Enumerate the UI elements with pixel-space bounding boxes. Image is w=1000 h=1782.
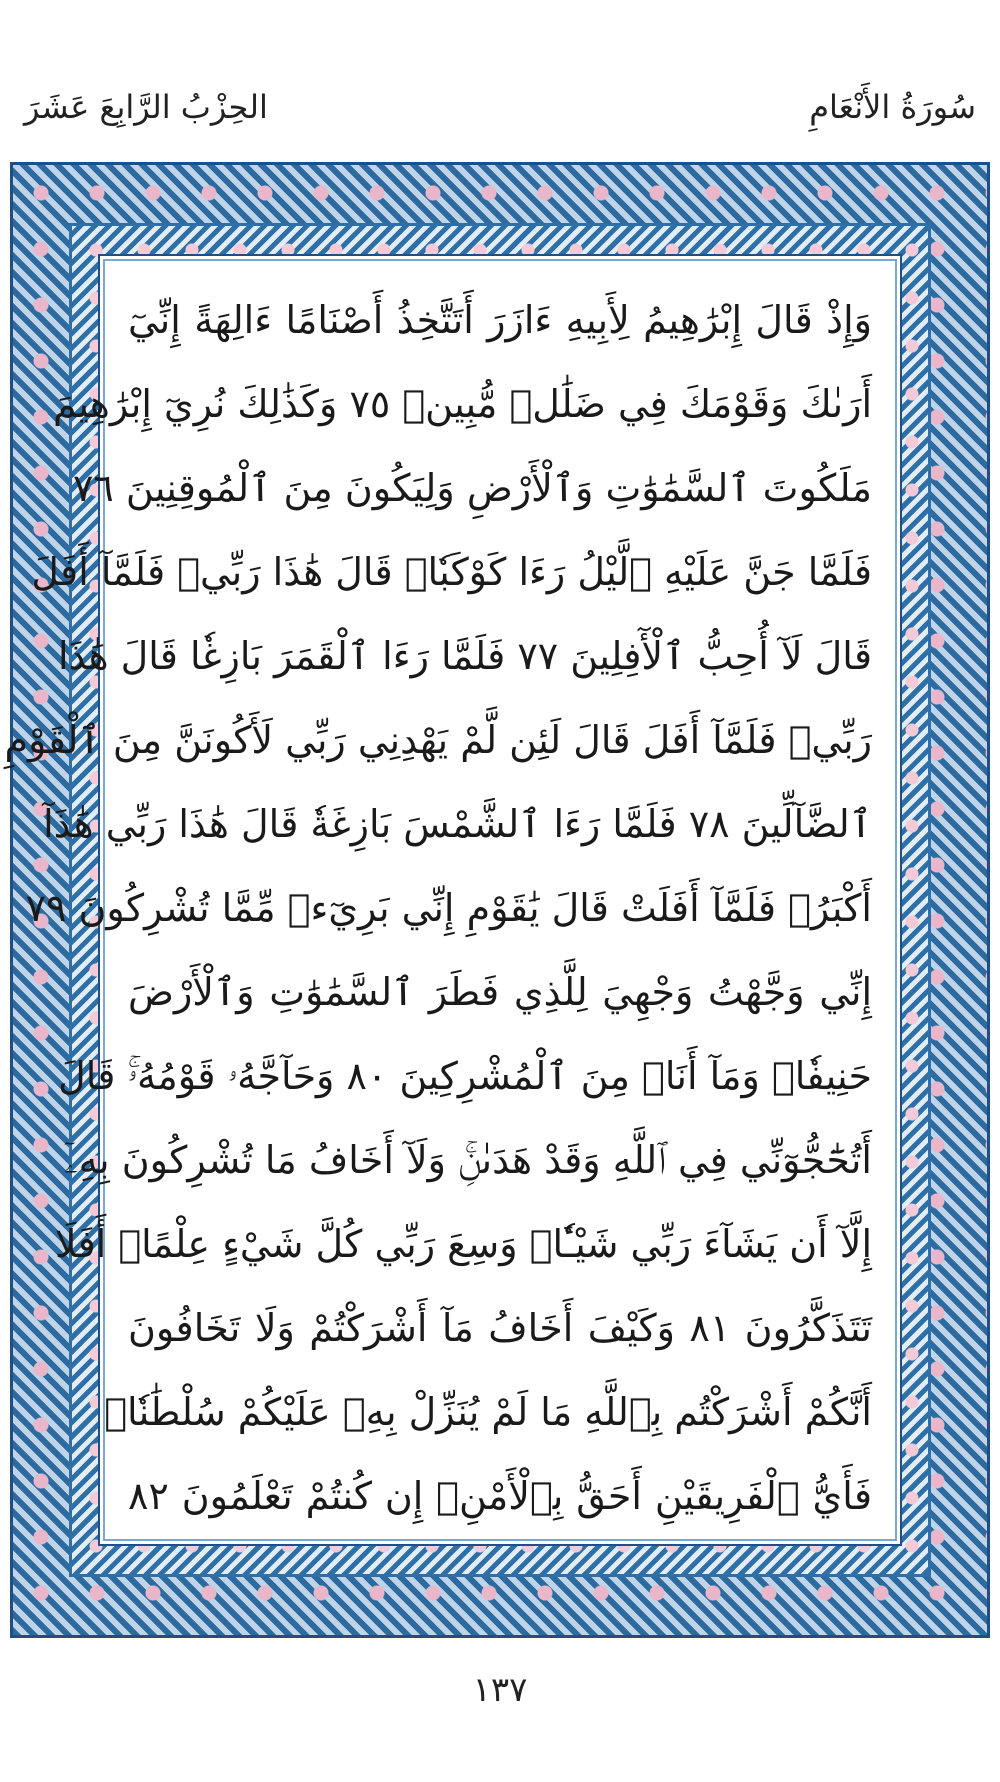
hizb-name: الحِزْبُ الرَّابِعَ عَشَرَ — [24, 88, 268, 126]
ornamental-border-inner — [4, 223, 931, 1577]
text-line: أَتُحَٰٓجُّوٓنِّي فِي ٱللَّهِ وَقَدْ هَدَىٰنِۚ وَلَآ أَخَافُ مَا تُشْرِكُونَ بِهِۦٓ — [64, 1138, 872, 1182]
quran-text-body — [4, 278, 872, 1522]
ornamental-border-outer — [4, 162, 990, 1638]
text-line: ٱلضَّآلِّينَ ٧٨ فَلَمَّا رَءَا ٱلشَّمْسَ بَازِغَةٗ قَالَ هَٰذَا رَبِّي هَٰذَآ — [43, 802, 872, 846]
text-panel — [4, 254, 902, 1546]
text-line: قَالَ لَآ أُحِبُّ ٱلْأٓفِلِينَ ٧٧ فَلَمَّا رَءَا ٱلْقَمَرَ بَازِغٗا قَالَ هَٰذَا — [57, 634, 872, 678]
text-line: إِلَّآ أَن يَشَآءَ رَبِّي شَيْـٔٗاۚ وَسِعَ رَبِّي كُلَّ شَيْءٍ عِلْمًاۚ أَفَلَا — [54, 1222, 872, 1266]
text-line: أَكْبَرُۖ فَلَمَّآ أَفَلَتْ قَالَ يَٰقَوْمِ إِنِّي بَرِيٓءٞ مِّمَّا تُشْرِكُونَ ٧٩ — [25, 886, 872, 930]
text-line: فَأَيُّ ٱلْفَرِيقَيْنِ أَحَقُّ بِٱلْأَمْنِۖ إِن كُنتُمْ تَعْلَمُونَ ٨٢ — [128, 1474, 872, 1518]
text-line: إِنِّي وَجَّهْتُ وَجْهِيَ لِلَّذِي فَطَرَ ٱلسَّمَٰوَٰتِ وَٱلْأَرْضَ — [128, 970, 872, 1014]
surah-name: سُورَةُ الأَنْعَامِ — [809, 88, 976, 126]
page-number: ١٣٧ — [472, 1670, 528, 1710]
text-line: وَإِذْ قَالَ إِبْرَٰهِيمُ لِأَبِيهِ ءَازَرَ أَتَتَّخِذُ أَصْنَامًا ءَالِهَةً إِنِّيٓ — [128, 298, 872, 342]
text-line: مَلَكُوتَ ٱلسَّمَٰوَٰتِ وَٱلْأَرْضِ وَلِيَكُونَ مِنَ ٱلْمُوقِنِينَ ٧٦ — [73, 466, 872, 510]
text-line: تَتَذَكَّرُونَ ٨١ وَكَيْفَ أَخَافُ مَآ أَشْرَكْتُمْ وَلَا تَخَافُونَ — [128, 1306, 872, 1350]
text-line: أَنَّكُمْ أَشْرَكْتُم بِٱللَّهِ مَا لَمْ يُنَزِّلْ بِهِۦ عَلَيْكُمْ سُلْطَٰنٗاۚ — [104, 1390, 872, 1434]
text-line: فَلَمَّا جَنَّ عَلَيْهِ ٱلَّيْلُ رَءَا كَوْكَبٗاۖ قَالَ هَٰذَا رَبِّيۖ فَلَمَّآ أَفَلَ — [31, 550, 872, 594]
text-line: رَبِّيۖ فَلَمَّآ أَفَلَ قَالَ لَئِن لَّمْ يَهْدِنِي رَبِّي لَأَكُونَنَّ مِنَ ٱلْقَوْمِ — [4, 718, 872, 762]
page-header — [24, 88, 976, 136]
text-line: أَرَىٰكَ وَقَوْمَكَ فِي ضَلَٰلٖ مُّبِينٖ ٧٥ وَكَذَٰلِكَ نُرِيٓ إِبْرَٰهِيمَ — [53, 382, 872, 426]
text-line: حَنِيفٗاۖ وَمَآ أَنَا۠ مِنَ ٱلْمُشْرِكِينَ ٨٠ وَحَآجَّهُۥ قَوْمُهُۥۚ قَالَ — [58, 1054, 872, 1098]
